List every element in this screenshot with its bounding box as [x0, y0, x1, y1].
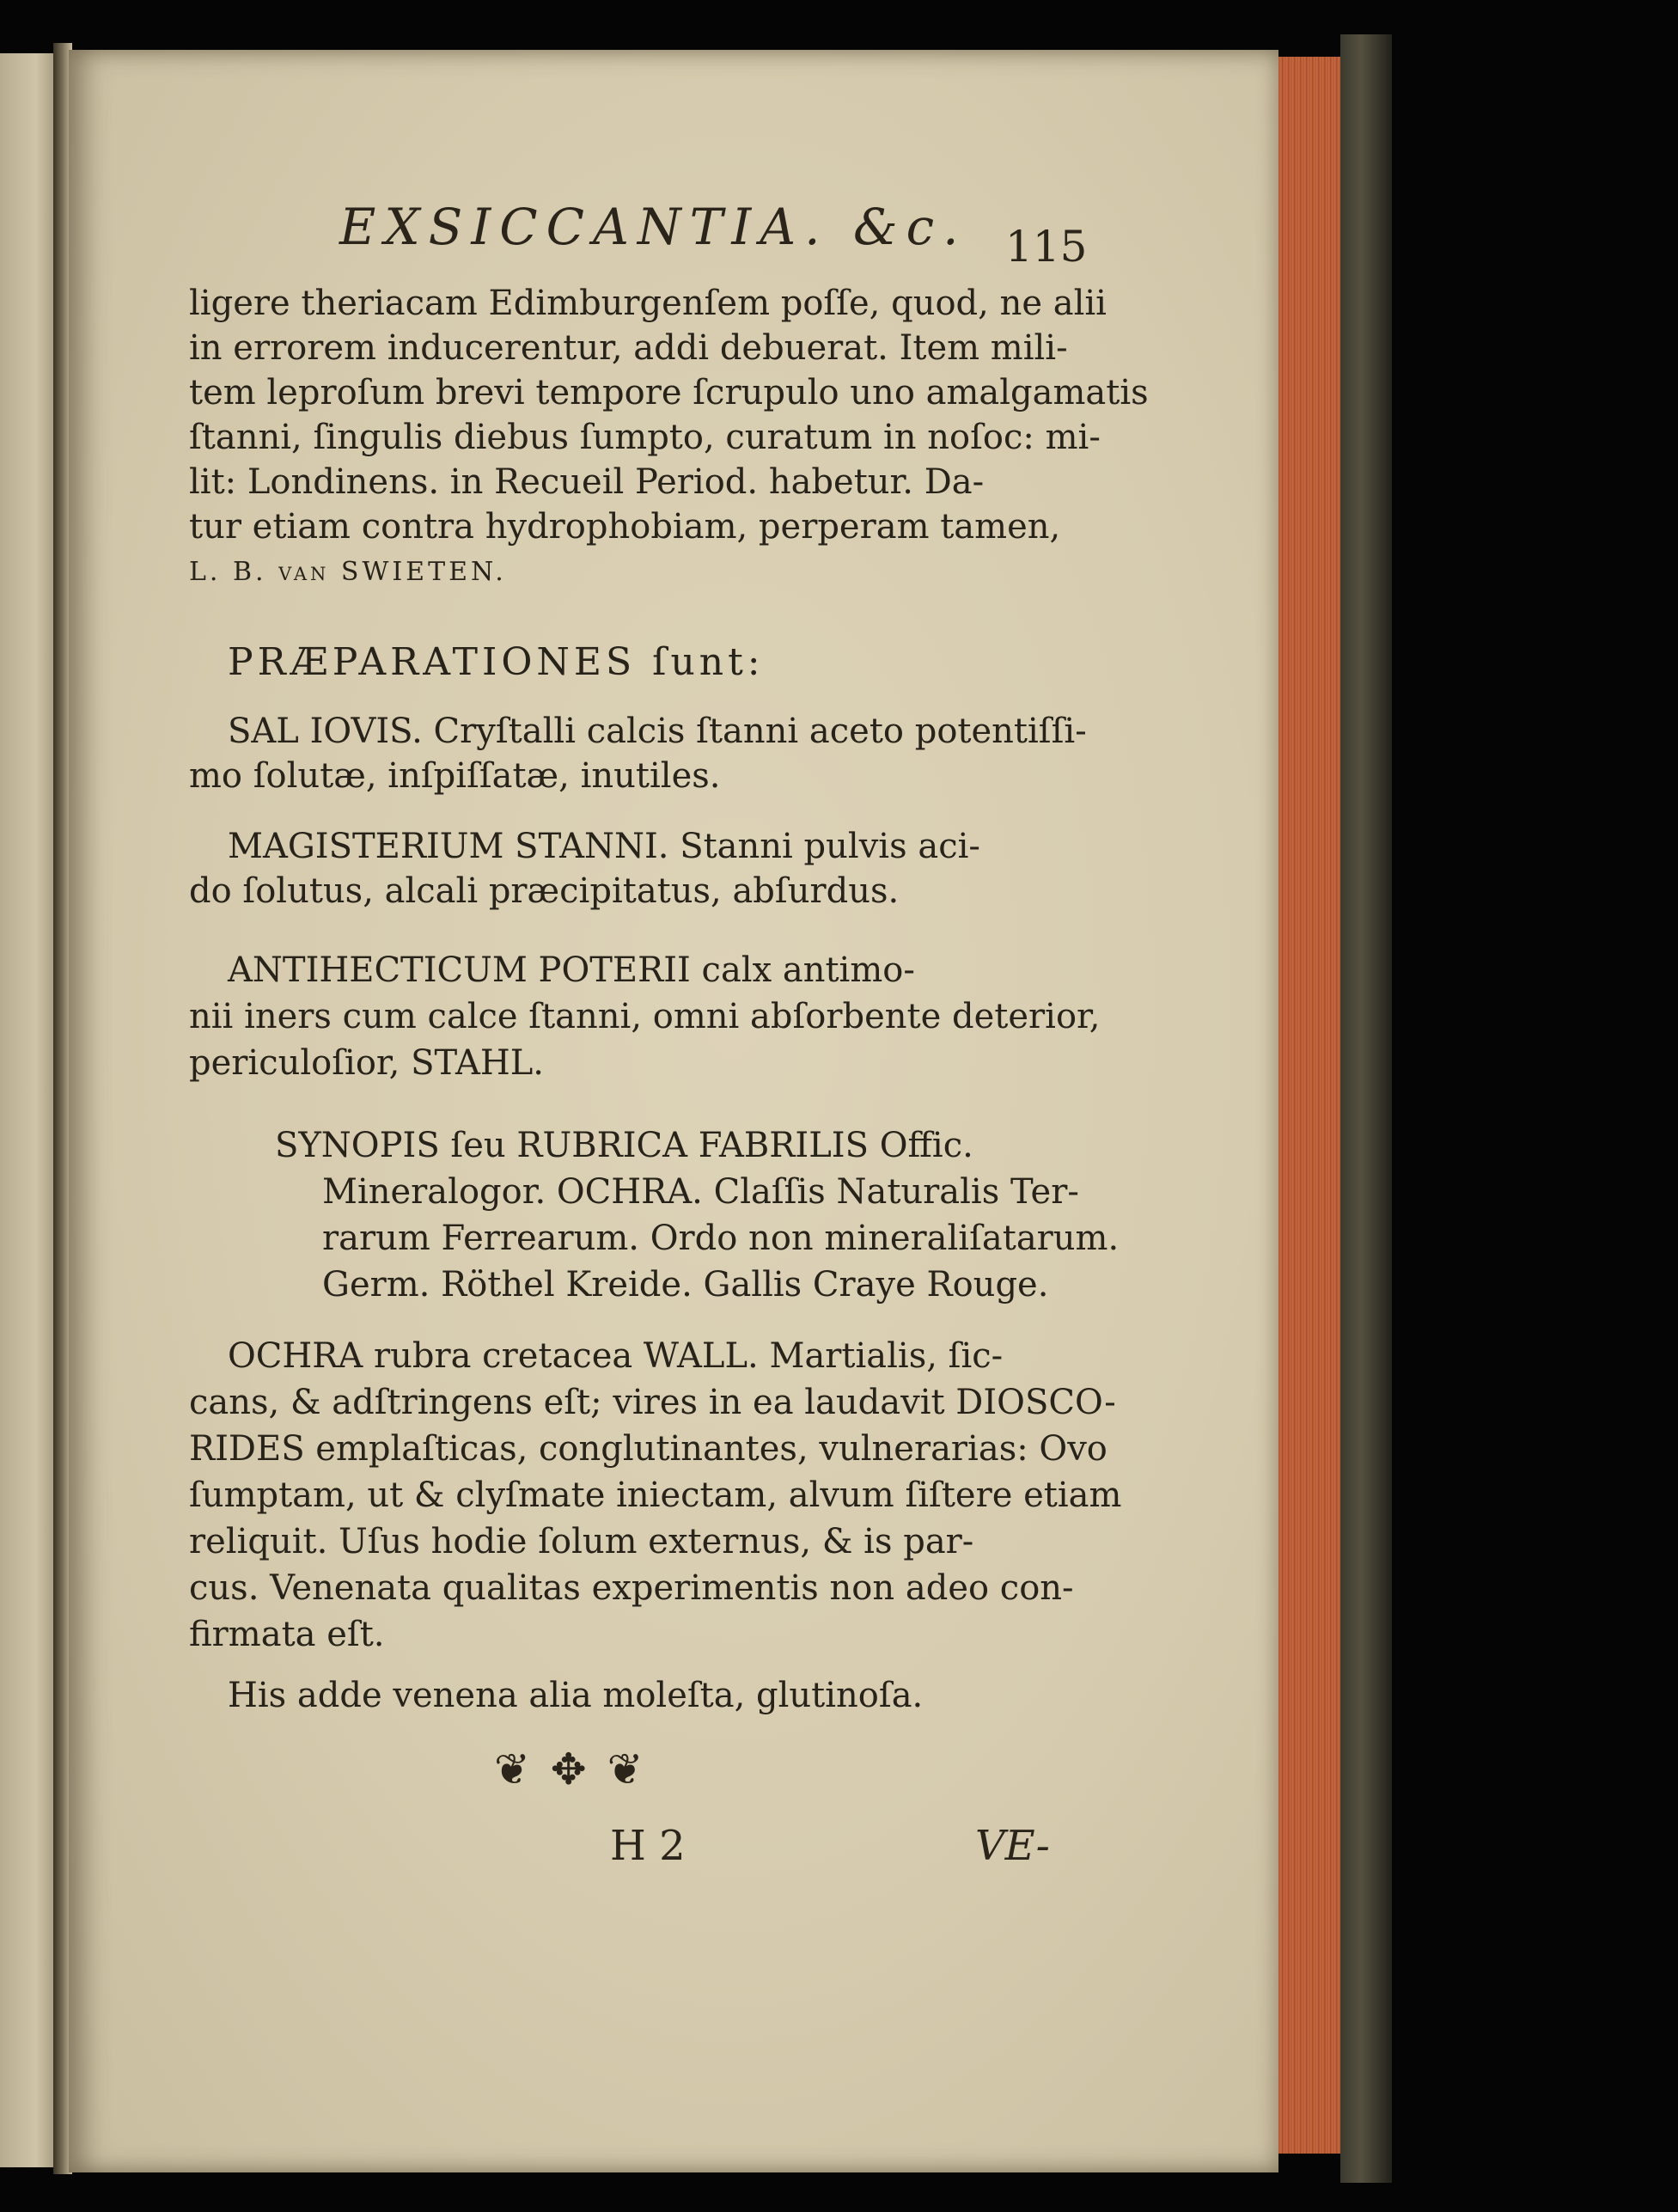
ochra-line: cus. Venenata qualitas experimentis non adeo con- [189, 1568, 1074, 1608]
page-number: 115 [1005, 222, 1088, 272]
synopsis-line: Mineralogor. OCHRA. Claſſis Naturalis Ter- [322, 1172, 1079, 1212]
closing-line: His adde venena alia moleſta, glutinoſa. [228, 1676, 924, 1715]
text-line: tur etiam contra hydrophobiam, perperam tamen, [189, 507, 1061, 547]
ochra-line: cans, & adſtringens eſt; vires in ea laudavit DIOSCO- [189, 1383, 1116, 1422]
entry-sal-iovis-line: mo ſolutæ, inſpiſſatæ, inutiles. [189, 756, 721, 796]
text-line: ligere theriacam Edimburgenſem poſſe, quod, ne alii [189, 284, 1107, 323]
section-heading: PRÆPARATIONES ſunt: [228, 640, 765, 684]
text-line: tem leproſum brevi tempore ſcrupulo uno amalgamatis [189, 373, 1149, 412]
ochra-line: RIDES emplaſticas, conglutinantes, vulnerarias: Ovo [189, 1429, 1107, 1469]
synopsis-line: Germ. Röthel Kreide. Gallis Craye Rouge. [322, 1265, 1049, 1305]
synopsis-line: SYNOPIS ſeu RUBRICA FABRILIS Offic. [275, 1126, 973, 1165]
entry-antihecticum-line: nii iners cum calce ſtanni, omni abſorbente deterior, [189, 997, 1101, 1036]
page-fore-edge [1278, 57, 1345, 2154]
catchword: VE- [975, 1822, 1050, 1870]
synopsis-line: rarum Ferrearum. Ordo non mineraliſatarum. [322, 1219, 1120, 1258]
running-header: EXSICCANTIA. &c. [339, 198, 967, 256]
entry-antihecticum-line: periculoſior, STAHL. [189, 1043, 545, 1083]
ochra-line: firmata eſt. [189, 1615, 385, 1654]
printers-ornament: ❦ ✥ ❦ [494, 1745, 647, 1794]
facing-page-edge [0, 53, 60, 2167]
text-line-author: L. B. van SWIETEN. [189, 557, 507, 587]
text-line: ſtanni, ſingulis diebus ſumpto, curatum in noſoc: mi- [189, 418, 1101, 457]
ochra-line: reliquit. Uſus hodie ſolum externus, & is par- [189, 1522, 974, 1561]
ochra-line: OCHRA rubra cretacea WALL. Martialis, ſic- [228, 1336, 1004, 1376]
text-line: lit: Londinens. in Recueil Period. habetur. Da- [189, 462, 985, 502]
entry-sal-iovis-line: SAL IOVIS. Cryſtalli calcis ſtanni aceto potentiſſi- [228, 712, 1087, 751]
book-cover-edge [1340, 34, 1392, 2183]
entry-antihecticum-line: ANTIHECTICUM POTERII calx antimo- [228, 950, 915, 990]
entry-magisterium-line: do ſolutus, alcali præcipitatus, abſurdus. [189, 871, 900, 911]
ochra-line: ſumptam, ut & clyſmate iniectam, alvum ſiſtere etiam [189, 1476, 1122, 1515]
text-line: in errorem inducerentur, addi debuerat. Item mili- [189, 328, 1068, 368]
entry-magisterium-line: MAGISTERIUM STANNI. Stanni pulvis aci- [228, 827, 980, 866]
signature-mark: H 2 [610, 1822, 686, 1870]
